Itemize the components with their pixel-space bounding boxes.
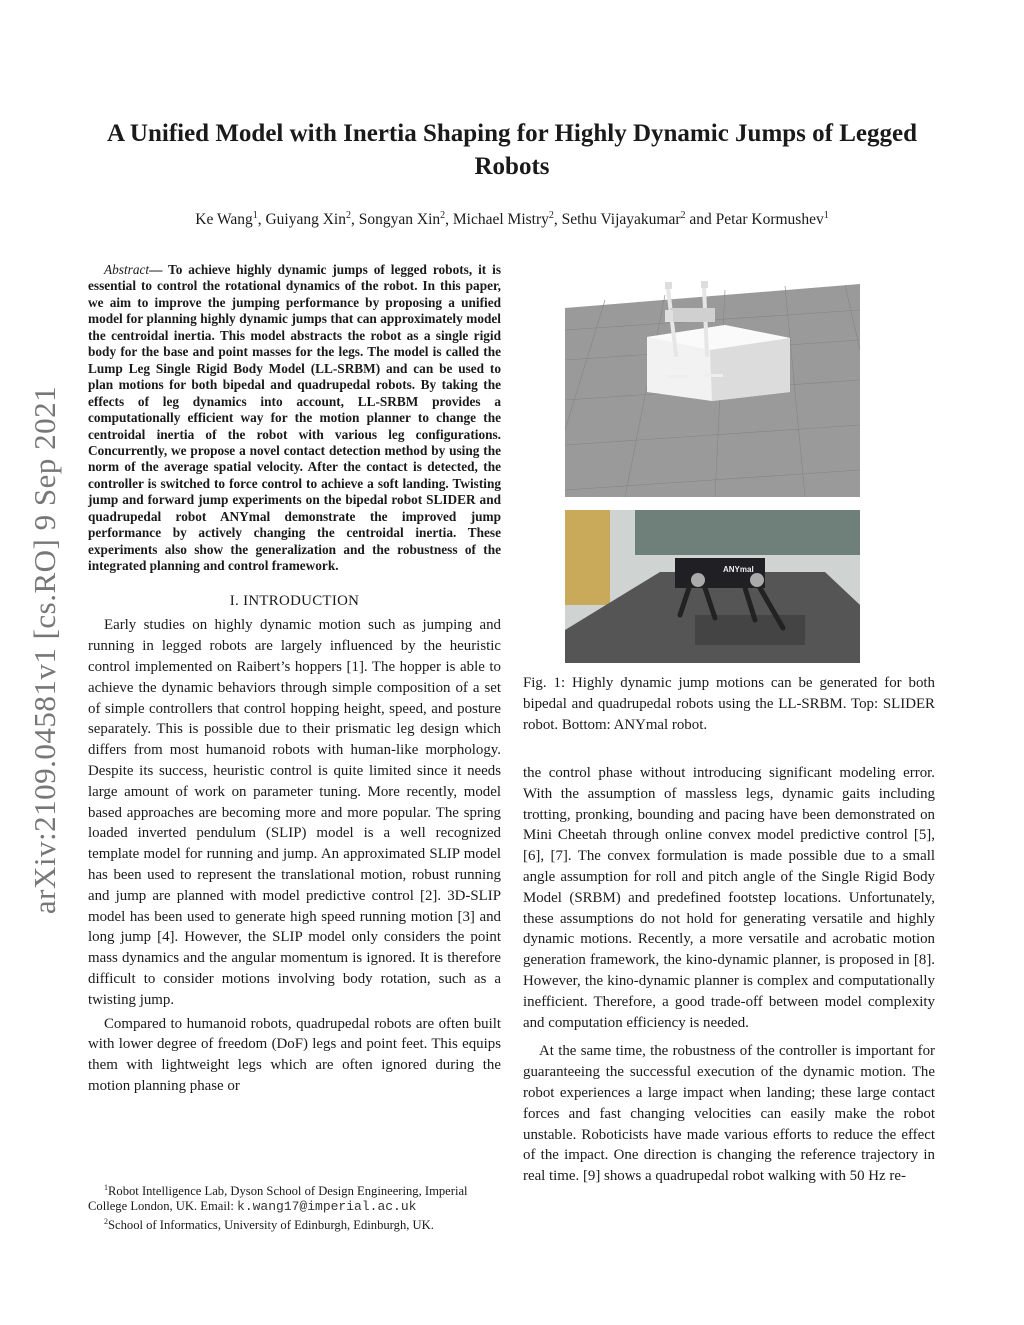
- author: Michael Mistry$^2$,: [452, 210, 562, 229]
- author: Songyan Xin$^2$,: [358, 210, 453, 229]
- figure-anymal-photo: [565, 510, 860, 663]
- footnote-1: $^1$Robot Intelligence Lab, Dyson School of Design Engineering, Imperial College London, UK. Email: k.wang17@imperial.ac.uk: [88, 1183, 468, 1215]
- footnotes: [88, 1180, 501, 1233]
- footnote-2: $^2$School of Informatics, University of Edinburgh, Edinburgh, UK.: [104, 1217, 434, 1233]
- paragraph: At the same time, the robustness of the controller is important for guaranteeing the successful execution of the dynamic motion. The robot experiences a large impact when landing; these large contact forces and fast changing velocities can easily make the robot unstable. Roboticists have made various efforts to reduce the effect of the impact. One direction is changing the reference trajectory in real time. [9] shows a quadrupedal robot walking with 50 Hz re-: [523, 1043, 935, 1185]
- right-column: [523, 763, 935, 1187]
- section-heading-introduction: I. INTRODUCTION: [229, 592, 360, 609]
- paragraph: Compared to humanoid robots, quadrupedal robots are often built with lower degree of freedom (DoF) legs and point feet. This equips them with lightweight legs which are often ignored during the motion planning phase or: [88, 1015, 501, 1094]
- slider-robot-image: [565, 270, 860, 497]
- paper-title: A Unified Model with Inertia Shaping for Highly Dynamic Jumps of Legged Robots: [106, 120, 918, 180]
- paragraph: the control phase without introducing significant modeling error. With the assumption of massless legs, dynamic gaits including trotting, pronking, bounding and pacing have been demonstrated on Mini Cheetah through online convex model predictive control [5], [6], [7]. The convex formulation is made possible due to a small angle assumption for roll and pitch angle of the Single Rigid Body Model (SRBM) and predefined footstep locations. Unfortunately, these assumptions do not hold for generating versatile and highly dynamic motions. Recently, a more versatile and acrobatic motion generation framework, the kino-dynamic planner, is proposed in [8]. However, the kino-dynamic planner is complex and computationally inefficient. Therefore, a good trade-off between model complexity and computation efficiency is needed.: [523, 765, 935, 1031]
- author: Guiyang Xin$^2$,: [265, 210, 359, 229]
- anymal-logo: ANYmal: [723, 565, 754, 574]
- figure-slider-simulation: [565, 270, 860, 497]
- author: Petar Kormushev$^1$: [715, 210, 829, 229]
- abstract: Abstract— To achieve highly dynamic jumps of legged robots, it is essential to control the rotational dynamics of the robot. In this paper, we aim to improve the jumping performance by proposing a unified model for planning highly dynamic jumps that can approximately model the centroidal inertia. This model abstracts the robot as a single rigid body for the base and point masses for the legs. The model is called the Lump Leg Single Rigid Body Model (LL-SRBM) and can be used to plan motions for both bipedal and quadrupedal robots. By taking the effects of leg dynamics into account, LL-SRBM provides a computationally efficient way for the motion planner to change the centroidal inertia of the robot with various leg configurations. Concurrently, we propose a novel contact detection method by using the norm of the average spatial velocity. After the contact is detected, the controller is switched to force control to achieve a soft landing. Twisting jump and forward jump experiments on the bipedal robot SLIDER and quadrupedal robot ANYmal demonstrate the improved jump performance by actively changing the centroidal inertia. These experiments also show the generalization and the robustness of the integrated planning and control framework.: [88, 262, 501, 574]
- email-link[interactable]: k.wang17@imperial.ac.uk: [237, 1199, 417, 1215]
- author: Sethu Vijayakumar$^2$ and: [561, 210, 716, 229]
- author: Ke Wang$^1$,: [195, 210, 266, 229]
- figure-caption: Fig. 1: Highly dynamic jump motions can be generated for both bipedal and quadrupedal robots using the LL-SRBM. Top: SLIDER robot. Bottom: ANYmal robot.: [523, 675, 935, 733]
- arxiv-identifier: arXiv:2109.04581v1 [cs.RO] 9 Sep 2021: [27, 385, 62, 915]
- abstract-label: Abstract: [104, 262, 150, 277]
- author-list: [60, 210, 964, 229]
- paragraph: Early studies on highly dynamic motion such as jumping and running in legged robots are largely influenced by the heuristic control implemented on Raibert’s hoppers [1]. The hopper is able to achieve the dynamic behaviors through simple composition of a set of simple controllers that control hopping height, speed, and posture separately. This is possible due to their prismatic leg design which differs from most humanoid robots with human-like morphology. Despite its success, heuristic control is quite limited since it needs large amount of work on parameter tuning. More recently, model based approaches are becoming more and more popular. The spring loaded inverted pendulum (SLIP) model is a well recognized template model for running and jump. An approximated SLIP model has been used to represent the translational motion, robust running and jump are planned with model predictive control [2]. 3D-SLIP model has been used to generate high speed running motion [3] and long jump [4]. However, the SLIP model only considers the point mass dynamics and the angular momentum is ignored. It is therefore difficult to consider motions involving body rotation, such as a twisting jump.: [88, 617, 501, 1008]
- left-column: [88, 262, 501, 1097]
- anymal-robot-image: [565, 510, 860, 663]
